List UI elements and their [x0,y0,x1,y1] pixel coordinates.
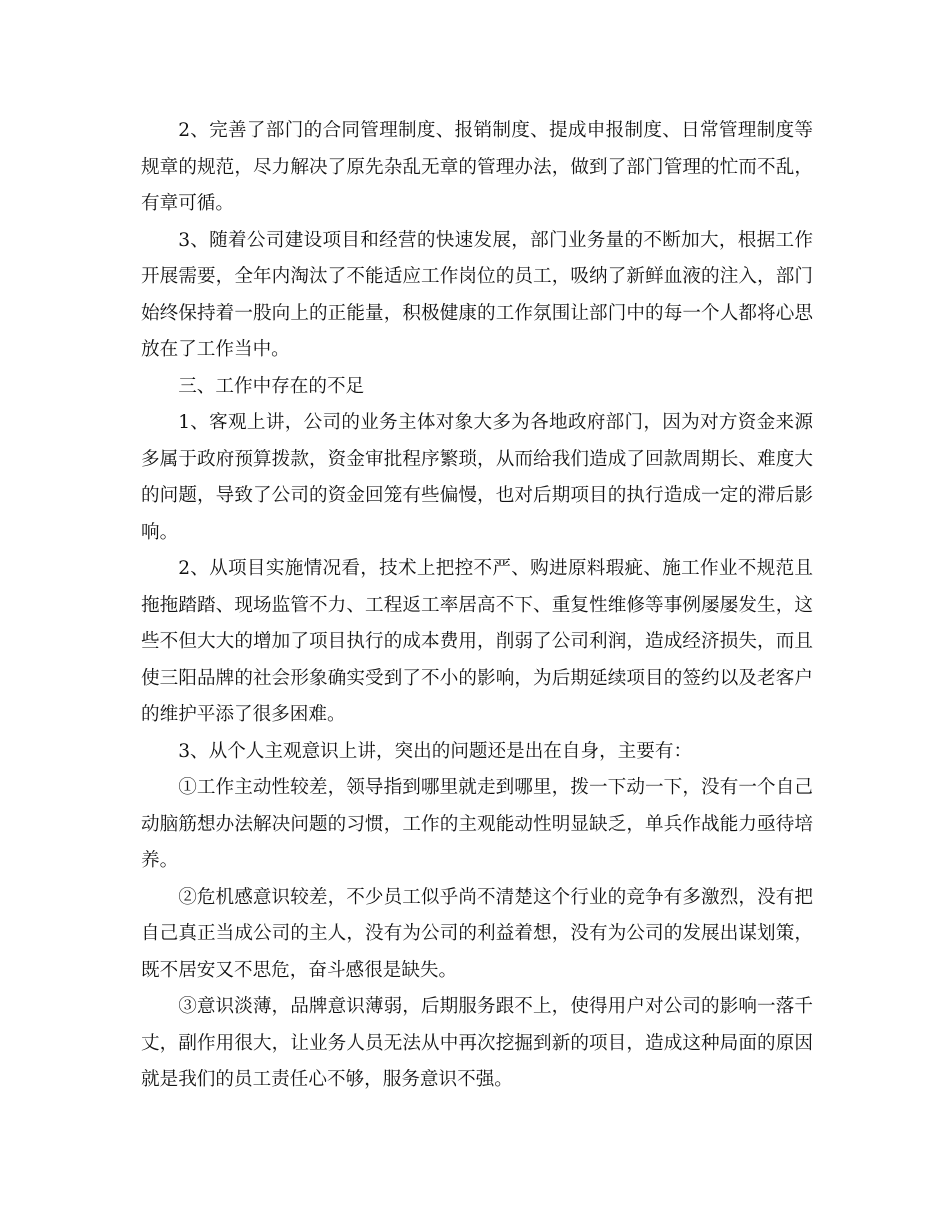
document-body [141,113,813,1099]
paragraph-subjective-awareness: 3、从个人主观意识上讲，突出的问题还是出在自身，主要有： [178,740,693,762]
list-item-initiative: ①工作主动性较差，领导指到哪里就走到哪里，拨一下动一下，没有一个自己动脑筋想办法解决问题的习惯，工作的主观能动性明显缺乏，单兵作战能力亟待培养。 [141,777,813,871]
paragraph-staff-development: 3、随着公司建设项目和经营的快速发展，部门业务量的不断加大，根据工作开展需要，全年内淘汰了不能适应工作岗位的员工，吸纳了新鲜血液的注入，部门始终保持着一股向上的正能量，积极健康的工作氛围让部门中的每一个人都将心思放在了工作当中。 [141,229,813,360]
paragraph-objective-issues: 1、客观上讲，公司的业务主体对象大多为各地政府部门，因为对方资金来源多属于政府预算拨款，资金审批程序繁琐，从而给我们造成了回款周期长、难度大的问题，导致了公司的资金回笼有些偏慢，也对后期项目的执行造成一定的滞后影响。 [141,412,813,543]
list-item-crisis-awareness: ②危机感意识较差，不少员工似乎尚不清楚这个行业的竞争有多激烈，没有把自己真正当成公司的主人，没有为公司的利益着想，没有为公司的发展出谋划策，既不居安又不思危，奋斗感很是缺失。 [141,886,813,981]
paragraph-contract-management: 2、完善了部门的合同管理制度、报销制度、提成申报制度、日常管理制度等规章的规范，尽力解决了原先杂乱无章的管理办法，做到了部门管理的忙而不乱，有章可循。 [141,120,813,214]
paragraph-project-implementation: 2、从项目实施情况看，技术上把控不严、购进原料瑕疵、施工作业不规范且拖拖踏踏、现场监管不力、工程返工率居高不下、重复性维修等事例屡屡发生，这些不但大大的增加了项目执行的成本费用，削弱了公司利润，造成经济损失，而且使三阳品牌的社会形象确实受到了不小的影响，为后期延续项目的签约以及老客户的维护平添了很多困难。 [141,558,813,725]
section-heading-shortcomings: 三、工作中存在的不足 [178,375,365,397]
list-item-brand-awareness: ③意识淡薄，品牌意识薄弱，后期服务跟不上，使得用户对公司的影响一落千丈，副作用很大，让业务人员无法从中再次挖掘到新的项目，造成这种局面的原因就是我们的员工责任心不够，服务意识不强。 [141,996,813,1090]
